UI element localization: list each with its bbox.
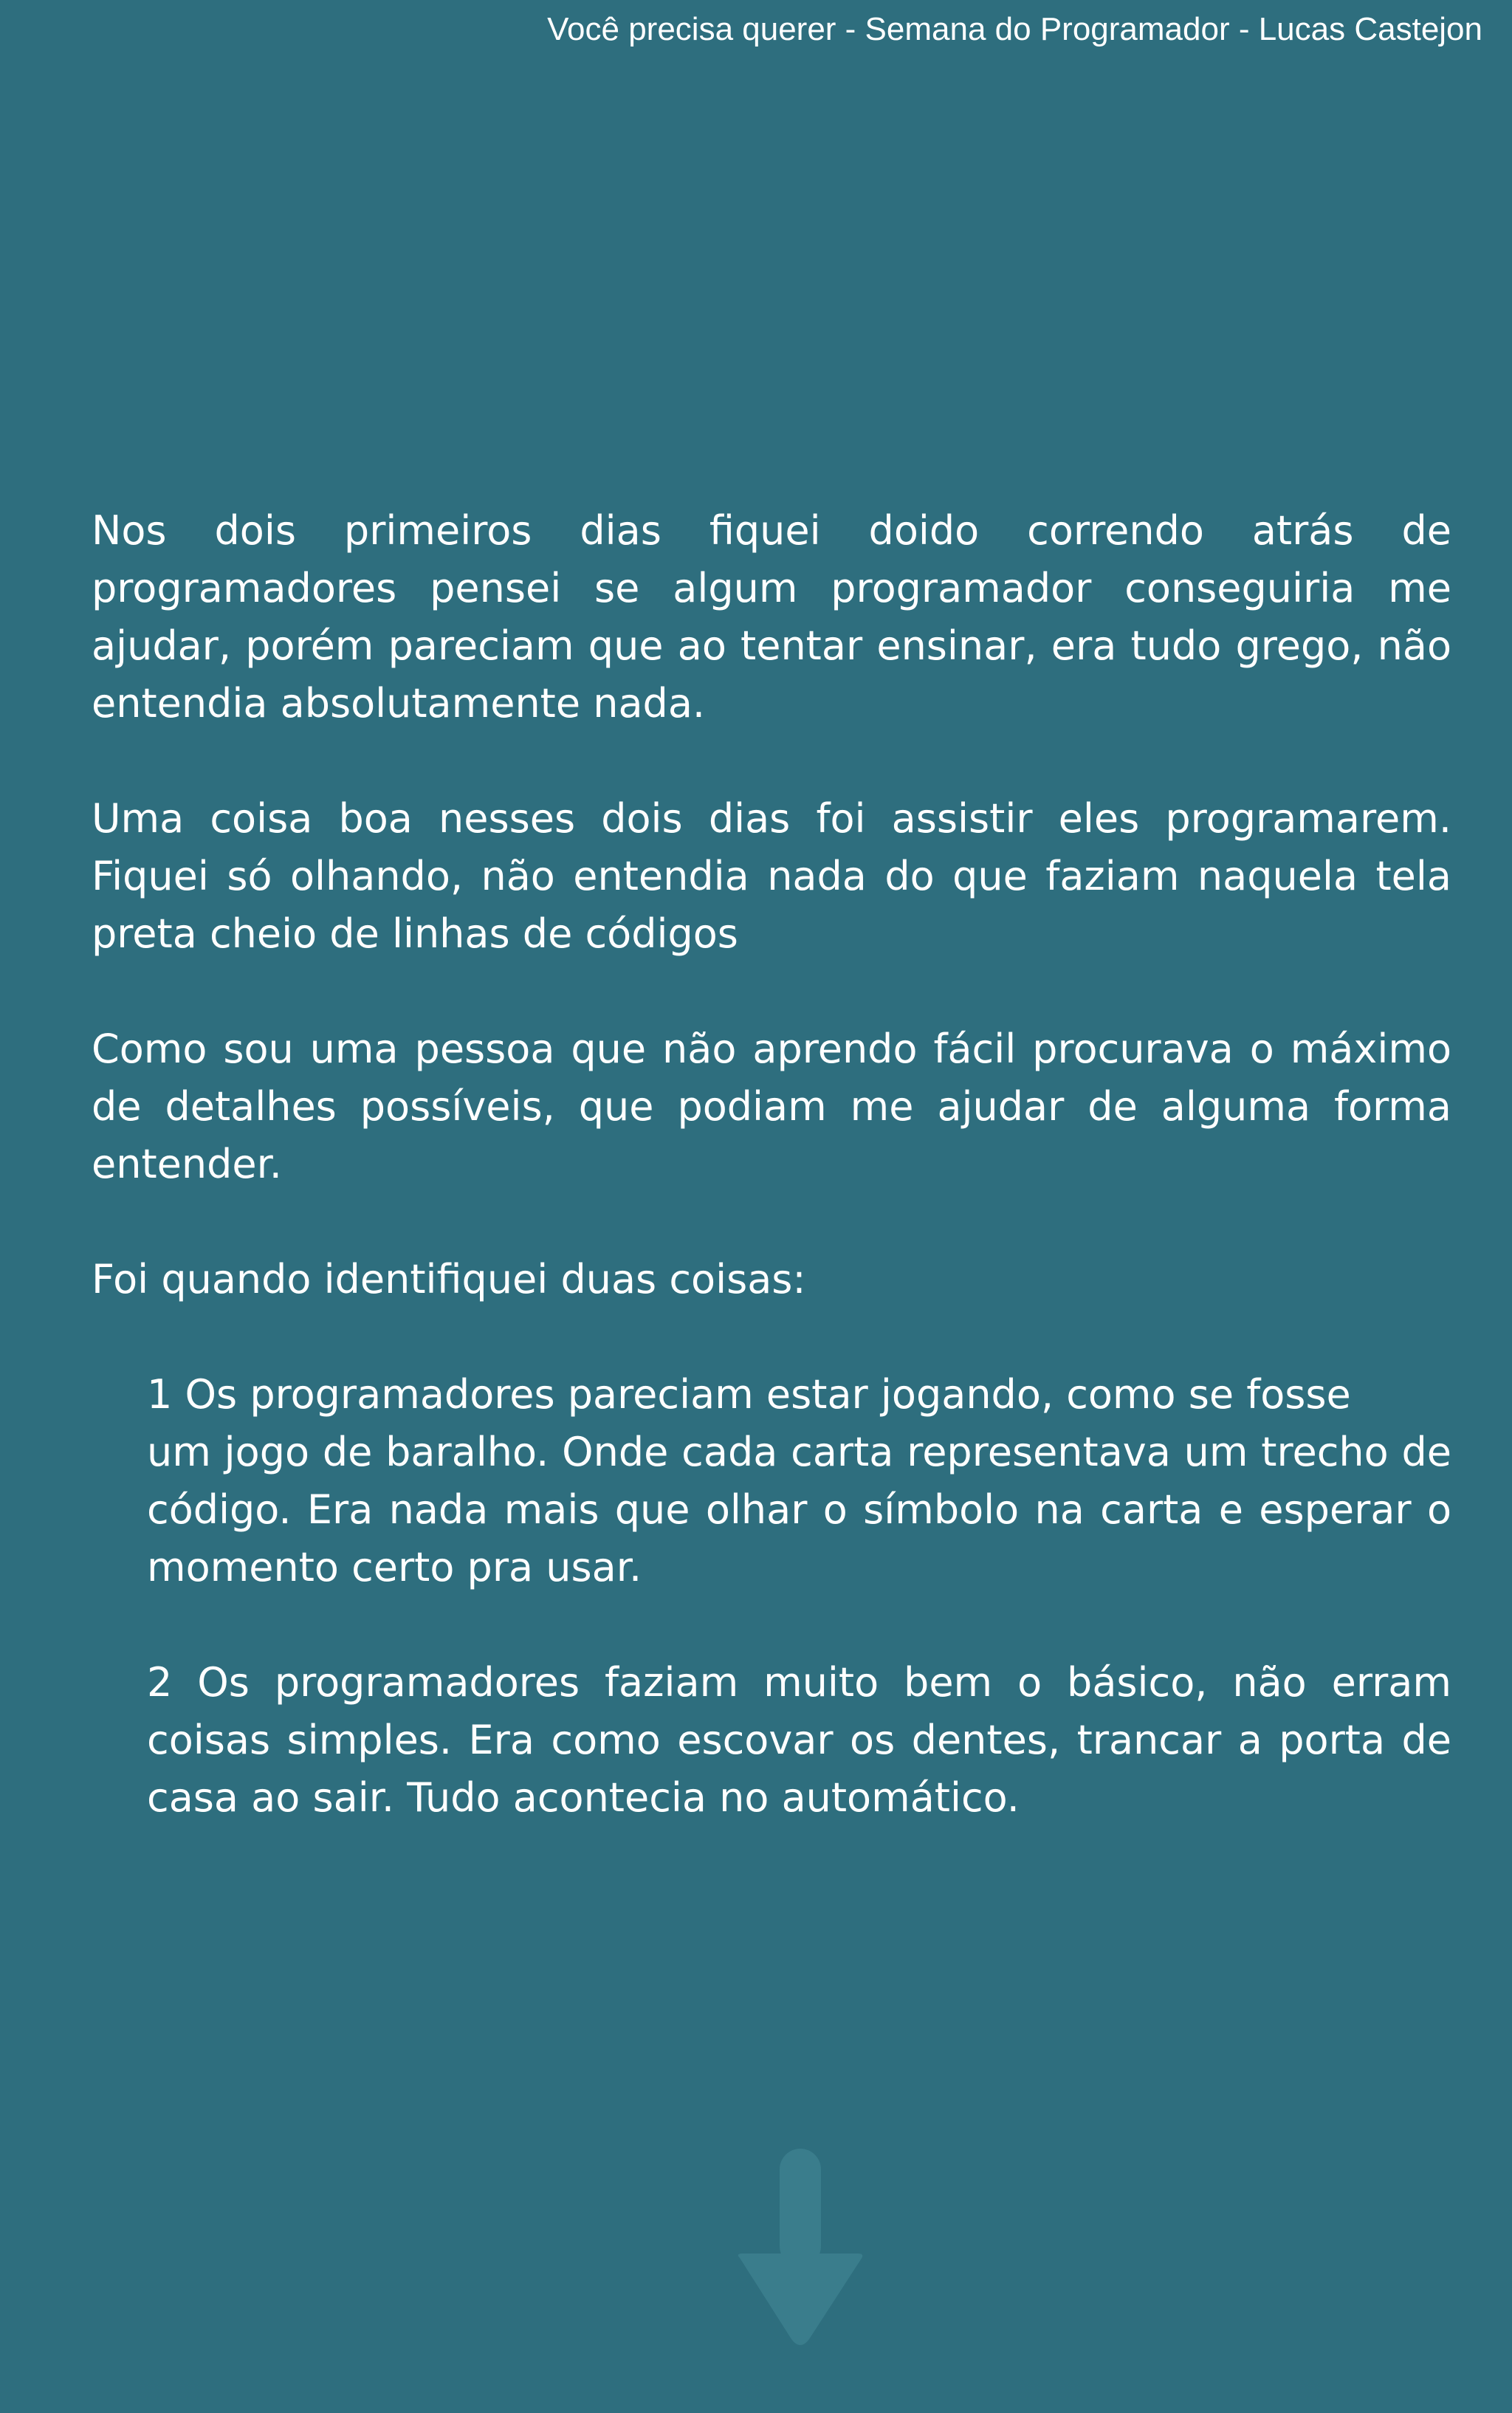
body-text bbox=[92, 502, 1451, 1884]
list-item-1-text: um jogo de baralho. Onde cada carta representava um trecho de código. Era nada mais que olhar o símbolo na carta e esperar o momento certo pra usar. bbox=[147, 1429, 1451, 1590]
list-item-2-text: 2 Os programadores faziam muito bem o básico, não erram coisas simples. Era como escovar os dentes, trancar a porta de casa ao sair. Tudo acontecia no automático. bbox=[147, 1659, 1451, 1821]
paragraph-3: Como sou uma pessoa que não aprendo fácil procurava o máximo de detalhes possíveis, que podiam me ajudar de alguma forma entender. bbox=[92, 1026, 1451, 1187]
list-item-1 bbox=[147, 1366, 1451, 1596]
list-item-1-first-line: 1 Os programadores pareciam estar jogando, como se fosse bbox=[147, 1371, 1351, 1418]
list-intro: Foi quando identifiquei duas coisas: bbox=[92, 1256, 806, 1302]
list-item-2 bbox=[147, 1654, 1451, 1827]
page-header: Você precisa querer - Semana do Programador - Lucas Castejon bbox=[547, 11, 1482, 47]
paragraph-1: Nos dois primeiros dias fiquei doido correndo atrás de programadores pensei se algum programador conseguiria me ajudar, porém pareciam que ao tentar ensinar, era tudo grego, não entendia absolutamente nada. bbox=[92, 507, 1451, 727]
paragraph-2: Uma coisa boa nesses dois dias foi assistir eles programarem. Fiquei só olhando, não entendia nada do que faziam naquela tela preta cheio de linhas de códigos bbox=[92, 795, 1451, 957]
arrow-down-icon[interactable] bbox=[735, 2149, 865, 2348]
